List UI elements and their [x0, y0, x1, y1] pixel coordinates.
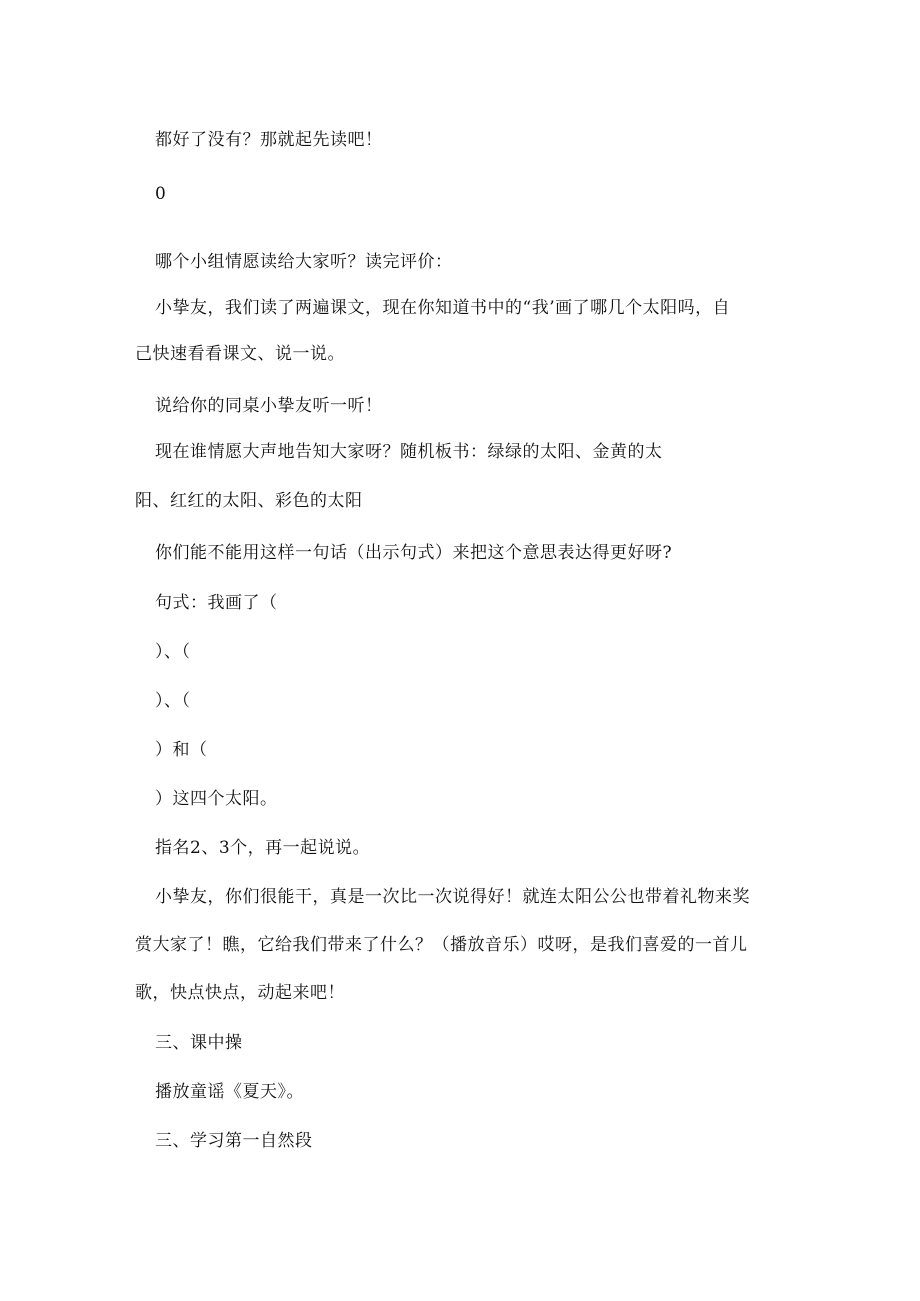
text-line-19: 播放童谣《夏天》。 [155, 1082, 304, 1102]
text-line-10: 句式：我画了（ [155, 593, 278, 613]
text-line-18: 歌，快点快点，动起来吧！ [135, 983, 345, 1003]
text-line-2: 0 [155, 184, 167, 204]
text-line-4: 小挚友，我们读了两遍课文，现在你知道书中的“我’画了哪几个太阳吗，自 [155, 298, 731, 318]
section-heading-2: 三、学习第一自然段 [155, 1131, 313, 1151]
text-line-9: 你们能不能用这样一句话（出示句式）来把这个意思表达得更好呀? [155, 543, 673, 563]
text-line-16: 小挚友，你们很能干，真是一次比一次说得好！就连太阳公公也带着礼物来奖 [155, 887, 750, 907]
text-line-6: 说给你的同桌小挚友听一听！ [155, 396, 383, 416]
text-line-1: 都好了没有？那就起先读吧！ [155, 130, 383, 150]
text-line-5: 己快速看看课文、说一说。 [135, 344, 345, 364]
text-line-13: ）和（ [155, 740, 208, 760]
text-line-17: 赏大家了！瞧，它给我们带来了什么？（播放音乐）哎呀，是我们喜爱的一首儿 [135, 935, 748, 955]
text-line-14: ）这四个太阳。 [155, 789, 278, 809]
section-heading-1: 三、课中操 [155, 1033, 243, 1053]
text-line-7: 现在谁情愿大声地告知大家呀？随机板书：绿绿的太阳、金黄的太 [155, 442, 663, 462]
text-line-3: 哪个小组情愿读给大家听？读完评价： [155, 252, 453, 272]
text-line-15: 指名2、3个，再一起说说。 [155, 838, 371, 858]
text-line-8: 阳、红红的太阳、彩色的太阳 [135, 491, 363, 511]
text-line-12: ）、（ [155, 691, 191, 711]
text-line-11: ）、（ [155, 642, 191, 662]
